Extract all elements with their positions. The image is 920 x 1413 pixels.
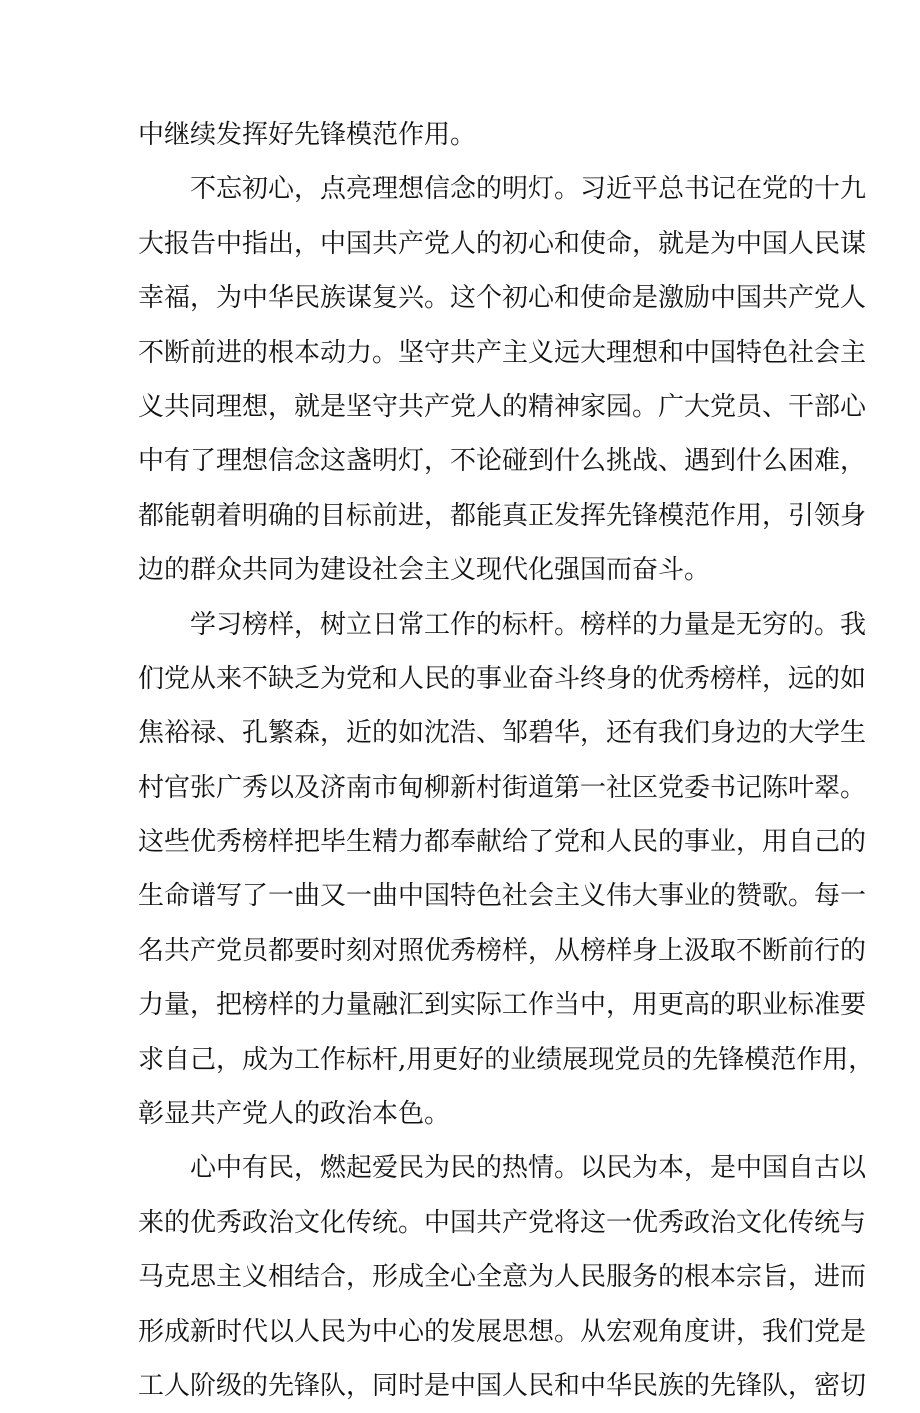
- paragraph-line: 中继续发挥好先锋模范作用。: [138, 120, 477, 150]
- paragraph-line: 马克思主义相结合，形成全心全意为人民服务的根本宗旨，进而: [138, 1262, 867, 1293]
- paragraph-line: 边的群众共同为建设社会主义现代化强国而奋斗。: [138, 555, 711, 586]
- paragraph-line: 义共同理想，就是坚守共产党人的精神家园。广大党员、干部心: [138, 391, 867, 422]
- paragraph-line: 这些优秀榜样把毕生精力都奉献给了党和人民的事业，用自己的: [138, 827, 867, 858]
- body-text: [138, 108, 875, 1413]
- paragraph-line: 工人阶级的先锋队，同时是中国人民和中华民族的先锋队，密切: [138, 1370, 867, 1401]
- paragraph-line: 来的优秀政治文化传统。中国共产党将这一优秀政治文化传统与: [138, 1207, 867, 1238]
- paragraph-line: 不断前进的根本动力。坚守共产主义远大理想和中国特色社会主: [138, 337, 867, 368]
- paragraph-line: 彰显共产党人的政治本色。: [138, 1099, 451, 1130]
- paragraph-line: 名共产党员都要时刻对照优秀榜样，从榜样身上汲取不断前行的: [138, 935, 867, 966]
- paragraph-line: 不忘初心，点亮理想信念的明灯。习近平总书记在党的十九: [190, 174, 867, 205]
- paragraph-line: 中有了理想信念这盏明灯，不论碰到什么挑战、遇到什么困难，: [138, 446, 867, 477]
- paragraph-line: 求自己，成为工作标杆,用更好的业绩展现党员的先锋模范作用，: [138, 1044, 875, 1075]
- paragraph-line: 力量，把榜样的力量融汇到实际工作当中，用更高的职业标准要: [138, 990, 867, 1021]
- paragraph-line: 幸福，为中华民族谋复兴。这个初心和使命是激励中国共产党人: [138, 283, 867, 314]
- paragraph-line: 心中有民，燃起爱民为民的热情。以民为本，是中国自古以: [190, 1153, 867, 1184]
- paragraph-line: 形成新时代以人民为中心的发展思想。从宏观角度讲，我们党是: [138, 1316, 867, 1347]
- paragraph-line: 生命谱写了一曲又一曲中国特色社会主义伟大事业的赞歌。每一: [138, 881, 867, 912]
- paragraph-line: 们党从来不缺乏为党和人民的事业奋斗终身的优秀榜样，远的如: [138, 663, 867, 694]
- paragraph-line: 焦裕禄、孔繁森，近的如沈浩、邹碧华，还有我们身边的大学生: [138, 718, 867, 749]
- paragraph-line: 都能朝着明确的目标前进，都能真正发挥先锋模范作用，引领身: [138, 500, 867, 531]
- paragraph-line: 村官张广秀以及济南市甸柳新村街道第一社区党委书记陈叶翠。: [138, 772, 867, 803]
- paragraph-line: 学习榜样，树立日常工作的标杆。榜样的力量是无穷的。我: [190, 609, 867, 640]
- paragraph-line: 大报告中指出，中国共产党人的初心和使命，就是为中国人民谋: [138, 228, 867, 259]
